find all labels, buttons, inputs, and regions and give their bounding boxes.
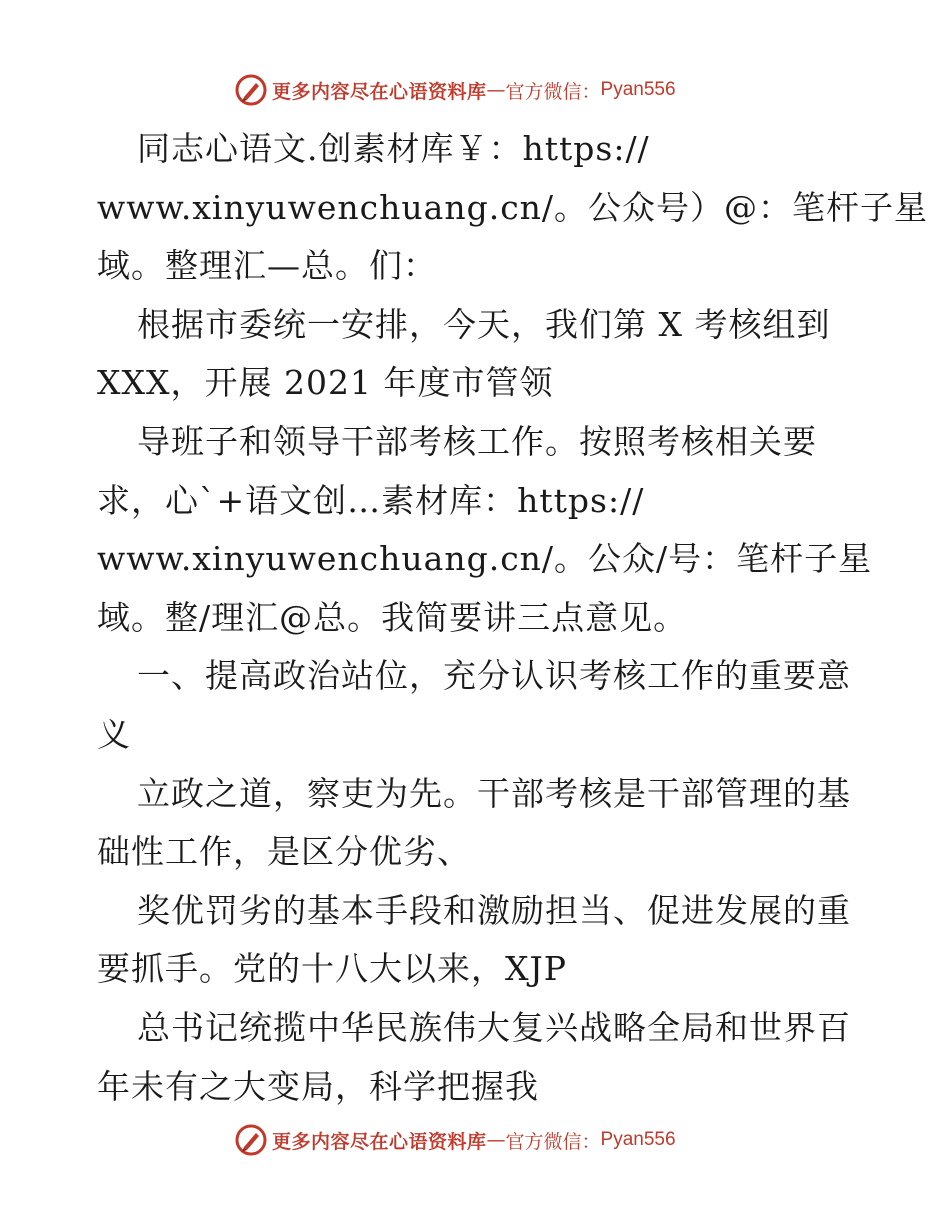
header-wechat-id: Pyan556	[600, 79, 676, 100]
body-line: 导班子和领导干部考核工作。按照考核相关要	[137, 421, 817, 461]
pen-logo-icon	[234, 73, 268, 107]
body-line: 总书记统揽中华民族伟大复兴战略全局和世界百	[137, 1007, 851, 1047]
footer-banner	[234, 1120, 676, 1160]
body-line: 要抓手。党的十八大以来，XJP	[97, 949, 567, 989]
section-heading-cont: 义	[97, 714, 131, 754]
footer-wechat-id: Pyan556	[600, 1129, 676, 1150]
body-line: www.xinyuwenchuang.cn/。公众号）@：笔杆子星	[97, 187, 929, 227]
body-line: 根据市委统一安排，今天，我们第 X 考核组到	[137, 304, 831, 344]
header-banner-text: 更多内容尽在心语资料库	[272, 80, 487, 103]
body-line: 奖优罚劣的基本手段和激励担当、促进发展的重	[137, 890, 851, 930]
body-line: 年未有之大变局，科学把握我	[97, 1066, 539, 1106]
document-body	[97, 120, 929, 1116]
body-line: 求，心`+语文创…素材库：https://	[97, 480, 645, 520]
body-line: XXX，开展 2021 年度市管领	[97, 363, 554, 403]
body-line: 立政之道，察吏为先。干部考核是干部管理的基	[137, 773, 851, 813]
pen-logo-icon	[234, 1123, 268, 1157]
body-line: 础性工作，是区分优劣、	[97, 832, 471, 872]
section-heading: 一、提高政治站位，充分认识考核工作的重要意	[137, 656, 851, 696]
body-line: 域。整理汇—总。们：	[97, 246, 437, 286]
body-line: www.xinyuwenchuang.cn/。公众/号：笔杆子星	[97, 539, 873, 579]
body-line: 同志心语文.创素材库￥：https://	[137, 129, 650, 168]
header-banner	[234, 70, 676, 110]
body-line: 域。整/理汇@总。我简要讲三点意见。	[97, 597, 688, 637]
footer-wechat-label: 官方微信：	[505, 1130, 601, 1153]
footer-banner-separator: —	[486, 1129, 506, 1151]
header-wechat-label: 官方微信：	[505, 80, 601, 103]
footer-banner-text: 更多内容尽在心语资料库	[272, 1130, 487, 1153]
header-banner-separator: —	[486, 79, 506, 101]
